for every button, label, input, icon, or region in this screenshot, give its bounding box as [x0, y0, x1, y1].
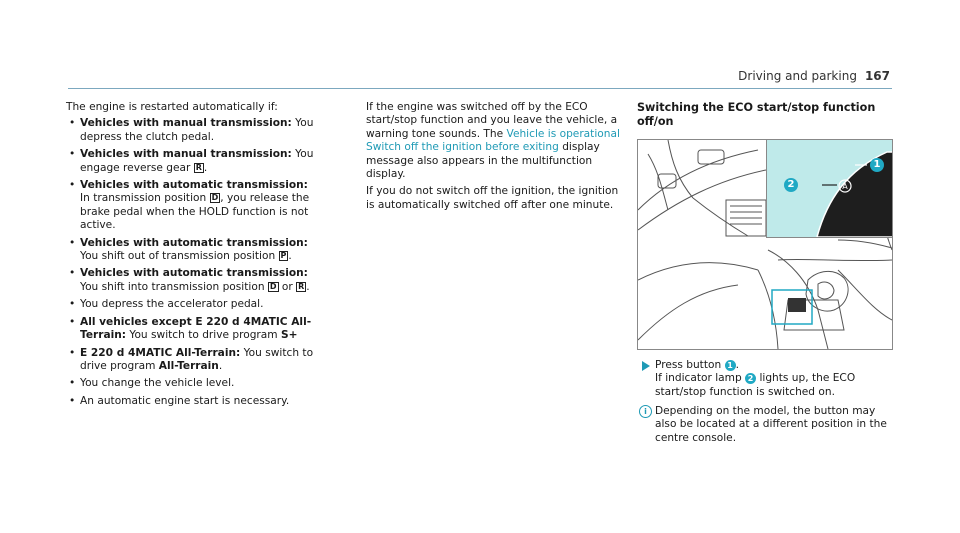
step-callout-1: 1 — [725, 360, 736, 371]
list-item — [66, 316, 318, 343]
bullet-icon: • — [69, 236, 76, 249]
item-label: Vehicles with manual transmission: — [80, 117, 292, 130]
callout-1: 1 — [870, 158, 884, 172]
list-item — [66, 298, 318, 311]
item-text: . — [203, 161, 208, 174]
page-number: 167 — [864, 69, 890, 83]
column-restart-conditions — [66, 101, 318, 412]
auto-off-paragraph: If you do not switch off the ignition, the ignition is automatically switched off after one minute. — [366, 185, 619, 211]
step-arrow-icon — [642, 361, 650, 371]
step-text-a: Press button — [655, 359, 725, 371]
centre-console-illustration — [637, 139, 893, 350]
drive-program: All-Terrain — [158, 359, 219, 372]
running-head — [738, 69, 890, 83]
display-message-link[interactable]: Vehicle is operational Switch off the ignition before exiting — [366, 127, 620, 154]
item-text: , you release the brake pedal when the HOLD function is not active. — [80, 192, 310, 232]
item-label: Vehicles with automatic transmission: — [80, 267, 308, 280]
gear-position-icon: D — [269, 281, 277, 291]
item-text: You engage reverse gear — [80, 148, 314, 174]
bullet-icon: • — [69, 148, 76, 161]
list-item — [66, 237, 318, 264]
info-icon: i — [639, 405, 652, 418]
bullet-icon: • — [69, 267, 76, 280]
bullet-icon: • — [69, 179, 76, 192]
header-rule — [68, 88, 892, 89]
item-text: or — [278, 280, 297, 293]
section-heading: Switching the ECO start/stop function off/on — [637, 101, 876, 128]
column-switching — [637, 101, 895, 350]
item-text: You shift into transmission position — [80, 280, 268, 293]
list-item — [66, 395, 318, 408]
gear-position-icon: R — [298, 281, 305, 291]
step-text-b: . — [735, 359, 739, 371]
callout-2: 2 — [784, 178, 798, 192]
bullet-icon: • — [69, 298, 76, 311]
item-text: You shift out of transmission position — [80, 250, 279, 263]
warning-text-a: If the engine was switched off by the ECO start/stop function and you leave the vehicle, a warning tone sounds. The — [366, 101, 618, 140]
drive-program: S+ — [280, 329, 298, 342]
item-text: In transmission position — [80, 192, 210, 205]
item-label: All vehicles except E 220 d 4MATIC All-Terrain: — [80, 315, 312, 342]
item-label: Vehicles with automatic transmission: — [80, 179, 308, 192]
item-text: You switch to drive program — [126, 329, 281, 342]
list-item — [66, 267, 318, 294]
bullet-icon: • — [69, 394, 76, 407]
bullet-icon: • — [69, 377, 76, 390]
warning-paragraph — [366, 101, 624, 181]
list-item — [66, 117, 318, 144]
warning-text-b: display message also appears in the multifunction display. — [366, 141, 600, 181]
bullet-icon: • — [69, 315, 76, 328]
item-text: . — [288, 250, 292, 263]
instruction-step — [637, 359, 895, 399]
item-text: You change the vehicle level. — [80, 377, 235, 390]
item-text: You depress the accelerator pedal. — [80, 298, 264, 311]
item-label: Vehicles with automatic transmission: — [80, 236, 308, 249]
item-text: An automatic engine start is necessary. — [80, 394, 290, 407]
bullet-icon: • — [69, 346, 76, 359]
item-text: You switch to drive program — [80, 346, 314, 372]
intro-text: The engine is restarted automatically if: — [66, 101, 278, 113]
gear-position-icon: R — [195, 162, 202, 172]
item-text: . — [218, 359, 223, 372]
item-label: E 220 d 4MATIC All-Terrain: — [80, 346, 241, 359]
list-item — [66, 347, 318, 374]
svg-text:A: A — [842, 182, 848, 191]
item-text: You depress the clutch pedal. — [80, 117, 314, 143]
step-text-c: If indicator lamp — [655, 372, 746, 385]
bullet-icon: • — [69, 117, 76, 130]
step-text-d: lights up, the ECO start/stop function is switched on. — [655, 372, 856, 398]
gear-position-icon: D — [211, 193, 219, 203]
note-text: Depending on the model, the button may also be located at a different position in the centre console. — [655, 405, 887, 444]
step-callout-2: 2 — [745, 373, 756, 384]
list-item — [66, 179, 318, 233]
info-note — [637, 405, 895, 445]
page-header — [0, 0, 960, 100]
restart-list — [66, 117, 318, 408]
list-item — [66, 377, 318, 390]
gear-position-icon: P — [280, 251, 287, 261]
step-text — [655, 359, 895, 399]
section-title: Driving and parking — [738, 69, 857, 83]
column-warning — [366, 101, 624, 212]
item-label: Vehicles with manual transmission: — [80, 148, 292, 161]
list-item — [66, 148, 318, 175]
item-text: . — [306, 280, 310, 293]
